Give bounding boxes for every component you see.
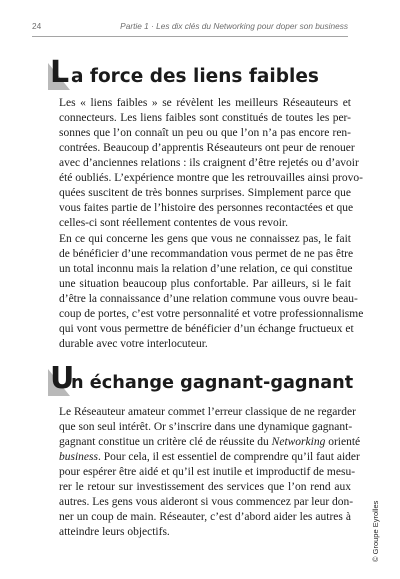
text-line: En ce qui concerne les gens que vous ne connaissez pas, le fait [59,233,351,245]
text-line: d’être la connaissance d’une relation commune vous ouvre beau- [59,293,358,305]
paragraph [59,232,364,352]
text-line: de bénéficier d’une recommandation vous permet de ne pas être [59,248,354,260]
copyright-text: © Groupe Eyrolles [371,500,380,562]
dropcap [48,361,75,396]
text-line: rer le retour sur investissement des services que l’on rend aux [59,481,351,493]
text-line: Les « liens faibles » se révèlent les meilleurs Réseauteurs et [59,97,351,109]
header-rule [32,36,348,37]
text-line: quées suscitent de très bonnes surprises. Simplement parce que [59,187,351,199]
paragraph [59,96,363,231]
section-heading-text: n échange gagnant-gagnant [71,373,354,393]
text-line: Le Réseauteur amateur commet l’erreur classique de ne regarder [59,406,356,418]
text-line: sonnes que l’on connaît un peu ou que l’on n’a pas encore ren- [59,127,351,139]
text-line: que son seul intérêt. Or s’inscrire dans une dynamique gagnant- [59,421,353,433]
text-line: avec d’anciennes relations : ils craignent d’être rejetés ou d’avoir [59,157,359,169]
text-line: vous faites partie de l’histoire des personnes recontactées et que [59,202,354,214]
text-line: autres. Les gens vous aideront si vous commencez par leur don- [59,496,354,508]
text-line: connecteurs. Les liens faibles sont constitués de toutes les per- [59,112,351,124]
text-line: contrées. Beaucoup d’apprentis Réseauteurs ont peur de renouer [59,142,355,154]
text-line: ner un coup de main. Réseauter, c’est d’abord aider les autres à [59,511,351,523]
paragraph [59,405,361,540]
copyright-credit [371,452,380,562]
text-line: été oubliés. L’expérience montre que les retrouvailles ainsi provo- [59,172,363,184]
text-line: atteindre leurs objectifs. [59,526,170,538]
dropcap [48,55,72,90]
text-line: un total inconnu mais la relation d’une relation, ce qui constitue [59,263,353,275]
text-line: une situation beaucoup plus confortable. Par ailleurs, si le fait [59,278,351,290]
running-head-title: Partie 1 · Les dix clés du Networking pour doper son business [120,21,348,31]
running-head [32,21,348,33]
text-line: gagnant constitue un critère clé de réussite du Networking orienté [59,436,361,448]
dropcap-letter: U [50,361,75,396]
dropcap-letter: L [50,55,70,90]
page-number: 24 [32,21,42,31]
text-line: qui vont vous permettre de bénéficier d’un échange fructueux et [59,323,354,335]
text-line: business. Pour cela, il est essentiel de comprendre qu’il faut aider [59,451,360,463]
section-heading-text: a force des liens faibles [71,66,319,87]
text-line: celles-ci sont réellement contentes de vous revoir. [59,217,288,229]
text-line: pour espérer être aidé et qu’il est inutile et improductif de mesu- [59,466,356,478]
text-line: coup de portes, c’est votre personnalité et votre professionnalisme [59,308,364,320]
text-line: durable avec votre interlocuteur. [59,338,208,350]
